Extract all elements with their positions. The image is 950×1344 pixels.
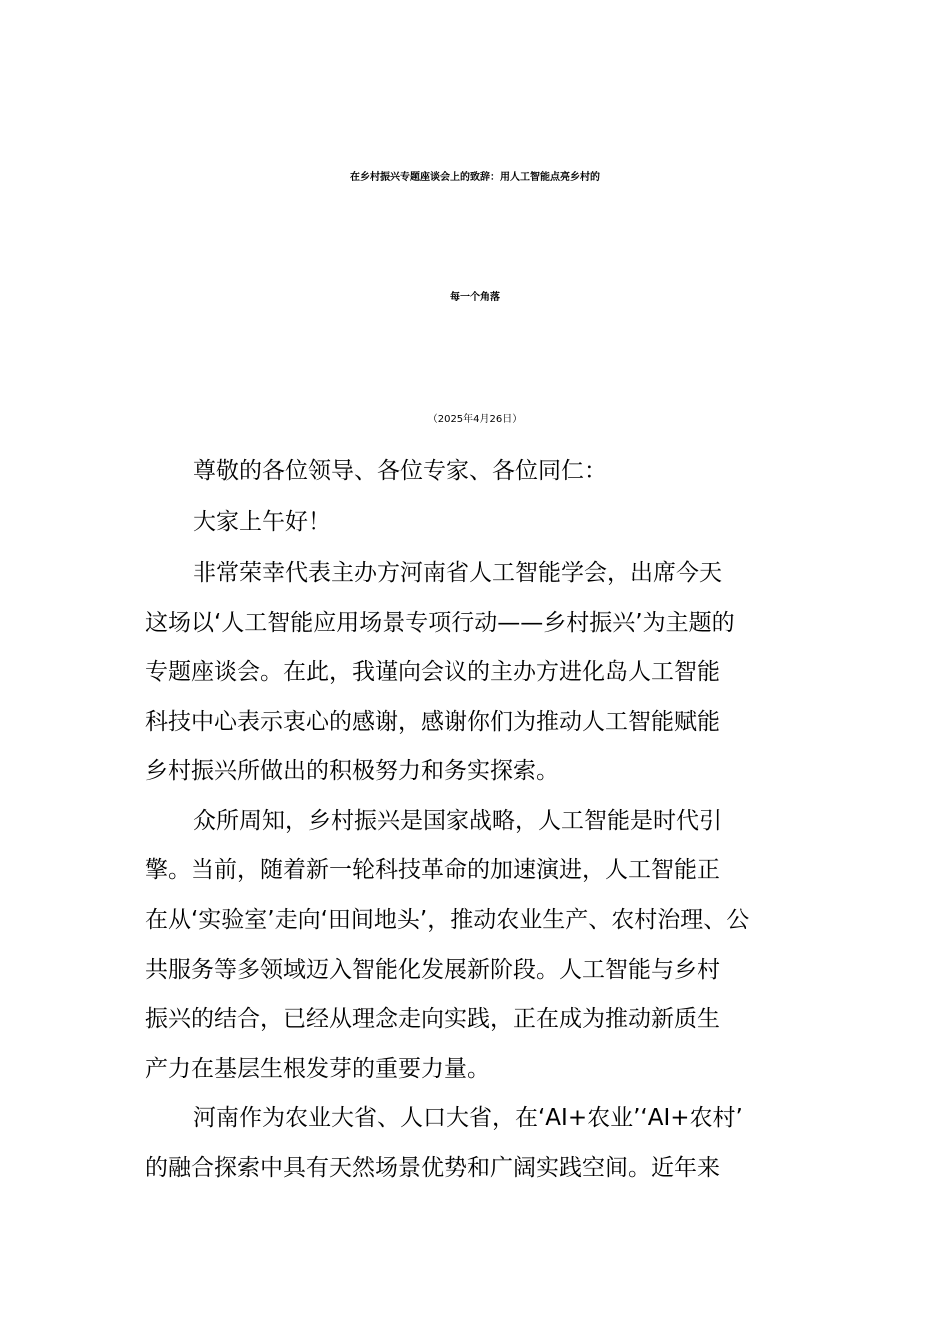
document-date: （2025年4月26日） [427,414,523,425]
paragraph-2-line-2: 擎。当前，随着新一轮科技革命的加速演进，人工智能正 [145,857,720,883]
paragraph-2-line-4: 共服务等多领域迈入智能化发展新阶段。人工智能与乡村 [145,957,720,983]
paragraph-1-line-4: 科技中心表示衷心的感谢，感谢你们为推动人工智能赋能 [145,709,720,735]
greeting: 大家上午好！ [193,509,331,535]
paragraph-2-line-6: 产力在基层生根发芽的重要力量。 [145,1056,490,1082]
paragraph-1-line-5: 乡村振兴所做出的积极努力和务实探索。 [145,758,559,784]
paragraph-2-line-5: 振兴的结合，已经从理念走向实践，正在成为推动新质生 [145,1006,720,1032]
paragraph-1-line-2: 这场以‘人工智能应用场景专项行动——乡村振兴’为主题的 [145,610,735,636]
paragraph-1-line-1: 非常荣幸代表主办方河南省人工智能学会，出席今天 [193,560,722,586]
paragraph-2-line-3: 在从‘实验室’走向‘田间地头’，推动农业生产、农村治理、公 [145,907,750,933]
salutation: 尊敬的各位领导、各位专家、各位同仁： [193,458,607,484]
paragraph-1-line-3: 专题座谈会。在此，我谨向会议的主办方进化岛人工智能 [145,659,720,685]
document-title-line-2: 每一个角落 [450,292,500,303]
paragraph-3-line-2: 的融合探索中具有天然场景优势和广阔实践空间。近年来 [145,1155,720,1181]
document-title-line-1: 在乡村振兴专题座谈会上的致辞：用人工智能点亮乡村的 [350,172,600,183]
paragraph-2-line-1: 众所周知，乡村振兴是国家战略，人工智能是时代引 [193,808,722,834]
paragraph-3-line-1: 河南作为农业大省、人口大省，在‘AI+农业’‘AI+农村’ [193,1105,743,1131]
